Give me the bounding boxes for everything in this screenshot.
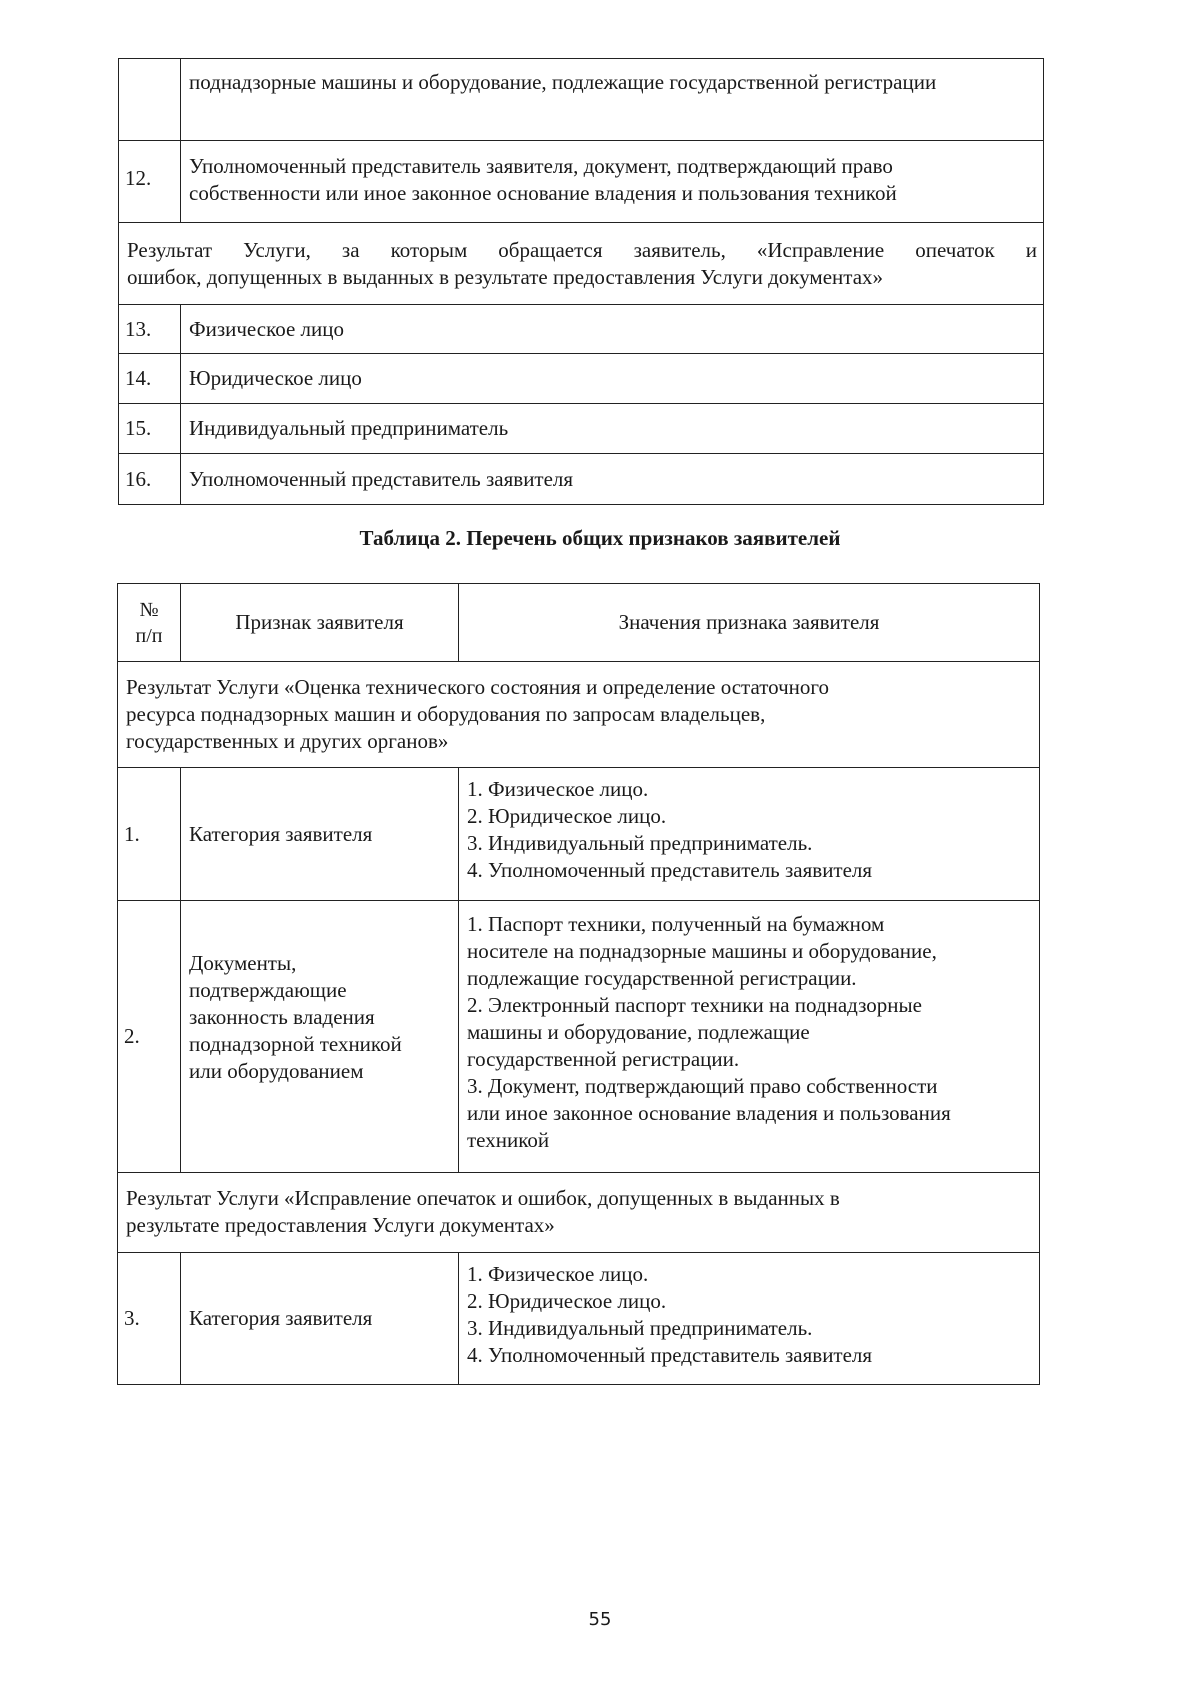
text-line: ресурса поднадзорных машин и оборудования по запросам владельцев, <box>126 702 766 726</box>
value-item: носителе на поднадзорные машины и оборудование, <box>467 939 937 963</box>
number-cell: 15. <box>119 404 181 454</box>
text-line: подтверждающие <box>189 978 347 1002</box>
result-header-cell <box>119 223 1044 305</box>
result-cell <box>118 662 1040 768</box>
table-row <box>119 454 1044 505</box>
value-item: 4. Уполномоченный представитель заявителя <box>467 1343 873 1367</box>
number-cell: 1. <box>118 768 181 901</box>
text-cell: Индивидуальный предприниматель <box>181 404 1044 454</box>
table-row <box>119 354 1044 404</box>
result-row <box>118 1173 1040 1253</box>
table-row <box>118 901 1040 1173</box>
text-line: Результат Услуги «Исправление опечаток и ошибок, допущенных в выданных в <box>126 1186 840 1210</box>
feature-cell <box>181 901 459 1173</box>
number-cell <box>119 59 181 141</box>
table-row <box>118 768 1040 901</box>
value-item: 2. Электронный паспорт техники на поднадзорные <box>467 993 922 1017</box>
text-line: ошибок, допущенных в выданных в результате предоставления Услуги документах» <box>127 265 884 289</box>
page-number: 55 <box>588 1609 612 1630</box>
text-cell: Юридическое лицо <box>181 354 1044 404</box>
text-cell: поднадзорные машины и оборудование, подлежащие государственной регистрации <box>181 59 1044 141</box>
text-cell <box>181 141 1044 223</box>
number-cell: 2. <box>118 901 181 1173</box>
table-row <box>118 1253 1040 1385</box>
result-cell <box>118 1173 1040 1253</box>
value-item: 3. Документ, подтверждающий право собственности <box>467 1074 938 1098</box>
header-number-cell <box>118 584 181 662</box>
text-line: Результат Услуги «Оценка технического состояния и определение остаточного <box>126 675 830 699</box>
value-item: машины и оборудование, подлежащие <box>467 1020 810 1044</box>
header-values-cell: Значения признака заявителя <box>459 584 1040 662</box>
text-line: законность владения <box>189 1005 375 1029</box>
value-item: техникой <box>467 1128 550 1152</box>
result-row <box>118 662 1040 768</box>
text-cell: Физическое лицо <box>181 305 1044 354</box>
value-item: 1. Паспорт техники, полученный на бумажном <box>467 912 885 936</box>
value-item: 3. Индивидуальный предприниматель. <box>467 1316 813 1340</box>
text-line: Документы, <box>189 951 297 975</box>
continuation-table <box>118 58 1044 505</box>
table-row <box>119 141 1044 223</box>
feature-cell: Категория заявителя <box>181 1253 459 1385</box>
text-line: государственных и других органов» <box>126 729 449 753</box>
text-line: собственности или иное законное основание владения и пользования техникой <box>189 181 897 205</box>
table-row <box>119 305 1044 354</box>
value-item: 1. Физическое лицо. <box>467 1262 649 1286</box>
number-cell: 14. <box>119 354 181 404</box>
text-line: Уполномоченный представитель заявителя, документ, подтверждающий право <box>189 154 893 178</box>
table-row <box>119 59 1044 141</box>
value-item: 4. Уполномоченный представитель заявителя <box>467 858 873 882</box>
result-header-row <box>119 223 1044 305</box>
number-cell: 12. <box>119 141 181 223</box>
feature-cell: Категория заявителя <box>181 768 459 901</box>
value-item: 3. Индивидуальный предприниматель. <box>467 831 813 855</box>
value-item: 2. Юридическое лицо. <box>467 1289 667 1313</box>
value-item: 2. Юридическое лицо. <box>467 804 667 828</box>
value-item: или иное законное основание владения и пользования <box>467 1101 951 1125</box>
number-cell: 3. <box>118 1253 181 1385</box>
text-line: или оборудованием <box>189 1059 364 1083</box>
value-item: подлежащие государственной регистрации. <box>467 966 857 990</box>
number-sign: № <box>139 598 159 621</box>
value-item: государственной регистрации. <box>467 1047 740 1071</box>
values-cell <box>459 901 1040 1173</box>
header-row <box>118 584 1040 662</box>
number-cell: 13. <box>119 305 181 354</box>
value-item: 1. Физическое лицо. <box>467 777 649 801</box>
number-cell: 16. <box>119 454 181 505</box>
applicant-features-table <box>117 583 1040 1385</box>
text-cell: Уполномоченный представитель заявителя <box>181 454 1044 505</box>
table-caption: Таблица 2. Перечень общих признаков заявителей <box>359 526 841 550</box>
header-feature-cell: Признак заявителя <box>181 584 459 662</box>
text-line: поднадзорной техникой <box>189 1032 402 1056</box>
values-cell <box>459 1253 1040 1385</box>
table-row <box>119 404 1044 454</box>
text-line: Результат Услуги, за которым обращается заявитель, «Исправление опечаток и <box>127 238 1037 262</box>
number-abbrev: п/п <box>135 624 163 647</box>
text-line: результате предоставления Услуги документах» <box>126 1213 555 1237</box>
values-cell <box>459 768 1040 901</box>
